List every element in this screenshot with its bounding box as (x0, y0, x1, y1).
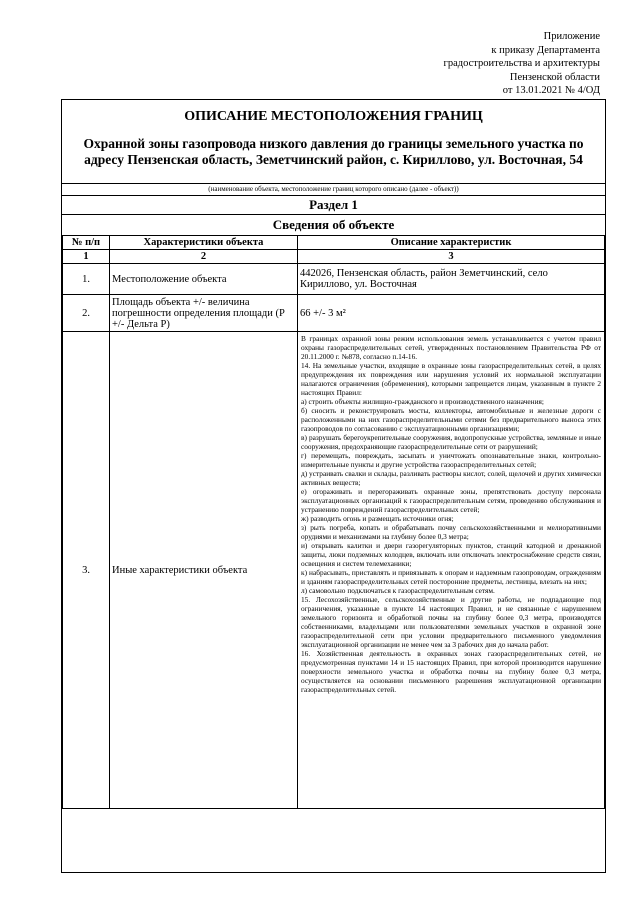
description-paragraph: б) сносить и реконструировать мосты, коллекторы, автомобильные и железные дороги с расположенными на них газораспределительными сетями без предварительного выноса этих газопроводов по согласованию с эксплуатационными организациями; (301, 406, 601, 433)
section-title: Раздел 1 (62, 195, 605, 214)
table-row (63, 295, 605, 332)
description-paragraph: в) разрушать берегоукрепительные сооружения, водопропускные устройства, земляные и иные сооружения, предохраняющие газораспределительные сети от разрушений; (301, 433, 601, 451)
info-title: Сведения об объекте (62, 214, 605, 235)
other-characteristics-text (301, 334, 601, 808)
appendix-line: к приказу Департамента (491, 44, 600, 56)
column-number: 1 (63, 250, 110, 264)
document-frame (61, 99, 606, 873)
description-paragraph: д) устраивать свалки и склады, разливать растворы кислот, солей, щелочей и других химически активных веществ; (301, 469, 601, 487)
column-number-row (63, 250, 605, 264)
row-description: 442026, Пензенская область, район Земетчинский, село Кириллово, ул. Восточная (298, 264, 605, 295)
document-title: ОПИСАНИЕ МЕСТОПОЛОЖЕНИЯ ГРАНИЦ (184, 109, 483, 124)
row-number: 1. (63, 264, 110, 295)
description-paragraph: В границах охранной зоны режим использования земель устанавливается с учетом правил охраны газораспределительных сетей, утвержденных постановлением Правительства РФ от 20.11.2000 г. №878, согласно п.14-16. (301, 334, 601, 361)
row-description (298, 332, 605, 809)
description-paragraph: 16. Хозяйственная деятельность в охранных зонах газораспределительных сетей, не предусмотренная пунктами 14 и 15 настоящих Правил, при которой производится нарушение поверхности земельного участка и обработка почвы на глубину более 0,3 метра, осуществляется на основании письменного разрешения эксплуатационной организации газораспределительных сетей. (301, 649, 601, 694)
row-characteristic: Местоположение объекта (110, 264, 298, 295)
description-paragraph: к) набрасывать, приставлять и привязывать к опорам и надземным газопроводам, ограждениям и зданиям газораспределительных сетей посторонние предметы, лестницы, влезать на них; (301, 568, 601, 586)
table-row (63, 332, 605, 809)
description-paragraph: 15. Лесохозяйственные, сельскохозяйственные и другие работы, не подпадающие под ограничения, указанные в пункте 14 настоящих Правил, и не связанные с нарушением земельного горизонта и обработкой почвы на глубину более 0,3 метра, производятся собственниками, владельцами или пользователями земельных участков в охранной зоне газораспределительной сети при условии предварительного письменного уведомления эксплуатационной организации не менее чем за 3 рабочих дня до начала работ. (301, 595, 601, 649)
row-number: 2. (63, 295, 110, 332)
description-paragraph: л) самовольно подключаться к газораспределительным сетям. (301, 586, 495, 595)
description-paragraph: 14. На земельные участки, входящие в охранные зоны газораспределительных сетей, в целях предупреждения их повреждения или нарушения условий их нормальной эксплуатации налагаются ограничения (обременения), которыми запрещается лицам, указанным в пункте 2 настоящих Правил: (301, 361, 601, 397)
row-characteristic: Иные характеристики объекта (110, 332, 298, 809)
description-paragraph: г) перемещать, повреждать, засыпать и уничтожать опознавательные знаки, контрольно-измерительные пункты и другие устройства газораспределительных сетей; (301, 451, 601, 469)
description-paragraph: а) строить объекты жилищно-гражданского и производственного назначения; (301, 397, 544, 406)
appendix-line: от 13.01.2021 № 4/ОД (502, 85, 600, 96)
appendix-line: Пензенской области (509, 71, 600, 83)
appendix-line: градостроительства и архитектуры (443, 58, 600, 69)
header-number: № п/п (63, 236, 110, 250)
appendix-block (300, 30, 600, 98)
object-info-table (62, 235, 605, 809)
header-description: Описание характеристик (298, 236, 605, 250)
description-paragraph: и) открывать калитки и двери газорегуляторных пунктов, станций катодной и дренажной защиты, люки подземных колодцев, включать или отключать электроснабжение средств связи, освещения и систем телемеханики; (301, 541, 601, 568)
header-characteristics: Характеристики объекта (110, 236, 298, 250)
table-row (63, 264, 605, 295)
row-characteristic: Площадь объекта +/- величина погрешности определения площади (Р +/- Дельта Р) (110, 295, 298, 332)
title-note: (наименование объекта, местоположение границ которого описано (далее - объект)) (62, 183, 605, 195)
appendix-line: Приложение (543, 31, 600, 42)
object-name: Охранной зоны газопровода низкого давления до границы земельного участка по адресу Пензенская область, Земетчинский район, с. Кириллово, ул. Восточная, 54 (83, 136, 584, 167)
description-paragraph: з) рыть погреба, копать и обрабатывать почву сельскохозяйственными и мелиоративными орудиями и механизмами на глубину более 0,3 метра; (301, 523, 601, 541)
row-number: 3. (63, 332, 110, 809)
column-number: 2 (110, 250, 298, 264)
description-paragraph: е) огораживать и перегораживать охранные зоны, препятствовать доступу персонала эксплуатационных организаций к газораспределительным сетям, проведению обслуживания и устранению повреждений газораспределительных сетей; (301, 487, 601, 514)
table-header-row (63, 236, 605, 250)
column-number: 3 (298, 250, 605, 264)
description-paragraph: ж) разводить огонь и размещать источники огня; (301, 514, 454, 523)
row-description: 66 +/- 3 м² (298, 295, 605, 332)
